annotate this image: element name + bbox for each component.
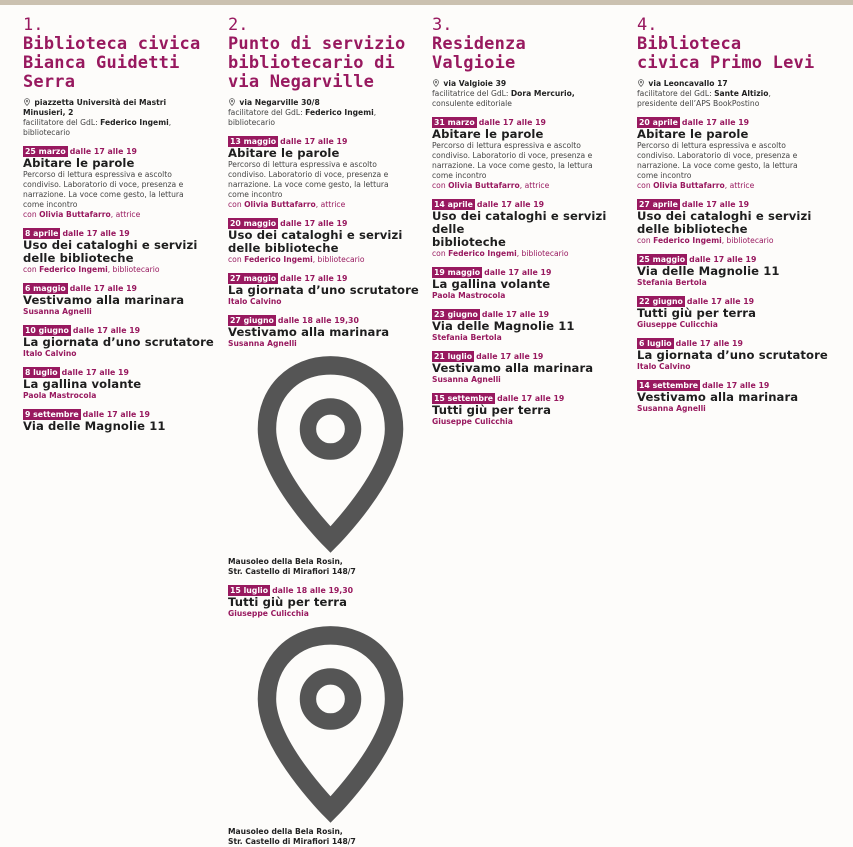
event-title-line: Abitare le parole	[637, 127, 749, 141]
location-pin-icon	[23, 98, 31, 106]
event-date-badge: 27 giugno	[230, 316, 274, 325]
location-pin-icon	[228, 619, 433, 824]
event-description	[432, 141, 637, 181]
event-host-name: Federico Ingemi	[653, 236, 722, 245]
event-host	[228, 200, 433, 210]
event-time: dalle 17 alle 19	[675, 339, 743, 348]
event-title-line: biblioteche	[432, 235, 506, 249]
event-title	[228, 284, 433, 297]
facilitator-name: Dora Mercurio,	[510, 89, 575, 98]
event-title-line: Vestivamo alla marinara	[228, 325, 390, 339]
event-time: dalle 17 alle 19	[484, 268, 552, 277]
event-host-prefix: con	[432, 249, 449, 258]
event-title-line: delle biblioteche	[23, 251, 134, 265]
event-date-badge: 20 aprile	[639, 118, 678, 127]
event-title	[637, 307, 842, 320]
event-item	[432, 117, 637, 191]
event-title-line: La gallina volante	[432, 277, 551, 291]
event-book-author: Giuseppe Culicchia	[637, 320, 718, 329]
event-date-badge: 10 giugno	[25, 326, 69, 335]
event-book-author: Susanna Agnelli	[23, 307, 92, 316]
event-item	[432, 267, 637, 301]
event-title-line: Via delle Magnolie 11	[637, 264, 780, 278]
event-host-prefix: con	[23, 265, 40, 274]
event-item	[228, 315, 433, 577]
event-time: dalle 17 alle 19	[497, 394, 565, 403]
venue-address	[432, 79, 637, 89]
event-host-role: , bibliotecario	[516, 249, 569, 258]
event-place	[228, 619, 433, 847]
event-title-line: La giornata d’uno scrutatore	[23, 335, 214, 349]
venue-column	[432, 16, 637, 427]
event-title	[228, 147, 433, 160]
event-description-line: condiviso. Laboratorio di voce, presenza e	[228, 170, 389, 179]
event-place-line: Mausoleo della Bela Rosin,	[228, 827, 343, 836]
event-place	[228, 349, 433, 577]
event-date-badge: 25 maggio	[639, 255, 686, 264]
event-date-badge: 27 aprile	[639, 200, 678, 209]
event-item	[432, 351, 637, 385]
event-item	[637, 380, 842, 414]
event-host	[637, 181, 842, 191]
event-title-line: Uso dei cataloghi e servizi	[637, 209, 812, 223]
event-description-line: Percorso di lettura espressiva e ascolto	[228, 160, 377, 169]
venue-address	[23, 98, 228, 118]
event-time: dalle 17 alle 19	[280, 274, 348, 283]
event-title	[23, 294, 228, 307]
event-date-badge: 23 giugno	[434, 310, 478, 319]
facilitator-role: consulente editoriale	[432, 99, 512, 108]
event-title	[23, 420, 228, 433]
event-host-name: Federico Ingemi	[244, 255, 313, 264]
event-item	[637, 199, 842, 246]
event-item	[23, 283, 228, 317]
event-item	[228, 273, 433, 307]
facilitator-role: presidente dell’APS BookPostino	[637, 99, 760, 108]
event-host	[637, 236, 842, 246]
event-date-badge: 9 settembre	[25, 410, 79, 419]
event-date-badge: 25 marzo	[25, 147, 66, 156]
event-date-badge: 20 maggio	[230, 219, 277, 228]
event-title-line: Abitare le parole	[23, 156, 135, 170]
venue-number: 3.	[432, 15, 453, 35]
event-title	[432, 210, 637, 249]
facilitator: facilitatore del GdL: Federico Ingemi, bibliotecario	[228, 108, 377, 127]
event-time: dalle 17 alle 19	[686, 297, 755, 306]
location-pin-icon	[637, 79, 645, 87]
event-title-line: Vestivamo alla marinara	[637, 390, 799, 404]
venue-column	[228, 16, 433, 847]
event-host-name: Olivia Buttafarro	[244, 200, 316, 209]
venue-title	[432, 35, 637, 73]
event-item	[23, 146, 228, 220]
event-item	[228, 585, 433, 847]
event-date-badge: 8 luglio	[25, 368, 58, 377]
venue-address	[228, 98, 433, 108]
event-title	[228, 326, 433, 339]
venue-title-line: civica Primo Levi	[637, 53, 815, 73]
event-description-line: narrazione. La voce come gesto, la lettura	[23, 190, 184, 199]
event-host	[23, 210, 228, 220]
event-description	[23, 170, 228, 210]
event-date-badge: 22 giugno	[639, 297, 683, 306]
event-description-line: narrazione. La voce come gesto, la lettura	[228, 180, 389, 189]
event-title	[23, 239, 228, 265]
event-item	[23, 367, 228, 401]
event-description-line: Percorso di lettura espressiva e ascolto	[637, 141, 786, 150]
event-title	[637, 391, 842, 404]
event-time: dalle 17 alle 19	[478, 118, 546, 127]
event-description	[228, 160, 433, 200]
event-description	[637, 141, 842, 181]
event-host-name: Federico Ingemi	[448, 249, 517, 258]
venue-title-line: Valgioie	[432, 53, 516, 73]
event-item	[432, 393, 637, 427]
event-title-line: La giornata d’uno scrutatore	[637, 348, 828, 362]
event-date-badge: 27 maggio	[230, 274, 277, 283]
event-time: dalle 17 alle 19	[689, 255, 757, 264]
event-title	[637, 265, 842, 278]
event-item	[23, 409, 228, 433]
event-title	[637, 210, 842, 236]
facilitator-label: facilitatore del GdL:	[23, 118, 101, 127]
event-host-prefix: con	[23, 210, 40, 219]
event-host-role: , attrice	[724, 181, 755, 190]
venue-title-line: Biblioteca civica	[23, 34, 201, 54]
event-title-line: Vestivamo alla marinara	[23, 293, 185, 307]
event-title-line: Abitare le parole	[432, 127, 544, 141]
facilitator-label: facilitatrice del GdL:	[432, 89, 511, 98]
event-time: dalle 17 alle 19	[69, 147, 137, 156]
event-book-author: Giuseppe Culicchia	[432, 417, 513, 426]
venue-title	[637, 35, 842, 73]
facilitator	[432, 89, 637, 109]
event-host-name: Olivia Buttafarro	[39, 210, 111, 219]
event-description-line: condiviso. Laboratorio di voce, presenza e	[637, 151, 798, 160]
event-title-line: Uso dei cataloghi e servizi	[23, 238, 198, 252]
event-host-role: , attrice	[519, 181, 550, 190]
event-time: dalle 17 alle 19	[481, 310, 550, 319]
event-title-line: Uso dei cataloghi e servizi	[228, 228, 403, 242]
address-line: piazzetta Università dei Mastri	[34, 98, 167, 107]
event-place-line: Str. Castello di Mirafiori 148/7	[228, 837, 356, 846]
event-host-role: , bibliotecario	[312, 255, 365, 264]
event-book-author: Paola Mastrocola	[23, 391, 97, 400]
event-item	[637, 296, 842, 330]
event-host	[432, 249, 637, 259]
venue-column	[637, 16, 842, 414]
event-item	[228, 218, 433, 265]
event-host-name: Olivia Buttafarro	[653, 181, 725, 190]
event-item	[637, 338, 842, 372]
event-host-name: Olivia Buttafarro	[448, 181, 520, 190]
event-title	[637, 349, 842, 362]
event-description-line: Percorso di lettura espressiva e ascolto	[23, 170, 172, 179]
event-place-line: Mausoleo della Bela Rosin,	[228, 557, 343, 566]
event-date-badge: 13 maggio	[230, 137, 277, 146]
event-title	[23, 157, 228, 170]
event-host-prefix: con	[228, 255, 245, 264]
venue-title-line: Bianca Guidetti	[23, 53, 180, 73]
event-item	[228, 136, 433, 210]
event-date-badge: 15 settembre	[434, 394, 494, 403]
facilitator-name: Federico Ingemi	[305, 108, 374, 117]
venue-title	[228, 35, 433, 92]
event-title-line: delle biblioteche	[637, 222, 748, 236]
facilitator-label: facilitatore del GdL:	[228, 108, 306, 117]
event-item	[432, 199, 637, 259]
event-description-line: narrazione. La voce come gesto, la lettura	[432, 161, 593, 170]
event-book-author: Stefania Bertola	[637, 278, 707, 287]
event-time: dalle 17 alle 19	[681, 200, 750, 209]
event-book-author: Italo Calvino	[228, 297, 282, 306]
venue-title-line: Serra	[23, 72, 76, 92]
event-time: dalle 17 alle 19	[62, 229, 130, 238]
event-time: dalle 18 alle 19,30	[277, 316, 359, 325]
event-time: dalle 17 alle 19	[681, 118, 750, 127]
venue-address	[637, 79, 842, 89]
event-description-line: condiviso. Laboratorio di voce, presenza e	[432, 151, 593, 160]
event-title	[23, 378, 228, 391]
event-book-author: Stefania Bertola	[432, 333, 502, 342]
event-date-badge: 14 aprile	[434, 200, 473, 209]
event-date-badge: 6 luglio	[639, 339, 672, 348]
venue-title	[23, 35, 228, 92]
event-title-line: La giornata d’uno scrutatore	[228, 283, 419, 297]
event-title-line: Via delle Magnolie 11	[432, 319, 575, 333]
event-host-role: , attrice	[110, 210, 141, 219]
event-time: dalle 17 alle 19	[702, 381, 770, 390]
top-band	[0, 0, 853, 5]
event-time: dalle 17 alle 19	[61, 368, 129, 377]
event-time: dalle 17 alle 19	[280, 219, 348, 228]
event-date-badge: 14 settembre	[639, 381, 699, 390]
event-time: dalle 17 alle 19	[82, 410, 150, 419]
event-time: dalle 18 alle 19,30	[272, 586, 354, 595]
event-item	[637, 254, 842, 288]
venue-title-line: Residenza	[432, 34, 526, 54]
event-host-role: , bibliotecario	[721, 236, 774, 245]
facilitator-role: bibliotecario	[23, 128, 70, 137]
event-title-line: Tutti giù per terra	[228, 595, 348, 609]
event-title	[637, 128, 842, 141]
event-date-badge: 6 maggio	[25, 284, 66, 293]
event-place-line: Str. Castello di Mirafiori 148/7	[228, 567, 356, 576]
location-pin-icon	[228, 98, 236, 106]
event-title-line: Tutti giù per terra	[432, 403, 552, 417]
address-line: via Leoncavallo 17	[648, 79, 728, 88]
facilitator-role: bibliotecario	[228, 118, 275, 127]
event-description-line: come incontro	[228, 190, 283, 199]
event-item	[23, 325, 228, 359]
event-date-badge: 19 maggio	[434, 268, 481, 277]
event-book-author: Susanna Agnelli	[637, 404, 706, 413]
venue-title-line: via Negarville	[228, 72, 375, 92]
event-item	[432, 309, 637, 343]
event-host	[23, 265, 228, 275]
facilitator-name: Federico Ingemi	[100, 118, 169, 127]
event-host-role: , attrice	[315, 200, 346, 209]
address-line: via Valgioie 39	[443, 79, 507, 88]
event-title	[432, 128, 637, 141]
event-title-line: Vestivamo alla marinara	[432, 361, 594, 375]
facilitator-name: Sante Altizio	[714, 89, 769, 98]
venue-title-line: Punto di servizio	[228, 34, 406, 54]
event-time: dalle 17 alle 19	[69, 284, 137, 293]
event-host-prefix: con	[637, 236, 654, 245]
address-line: via Negarville 30/8	[239, 98, 320, 107]
facilitator: facilitatore del GdL: Federico Ingemi, bibliotecario	[23, 118, 172, 137]
event-date-badge: 31 marzo	[434, 118, 475, 127]
event-date-badge: 21 luglio	[434, 352, 473, 361]
event-title	[228, 596, 433, 609]
event-host	[432, 181, 637, 191]
event-time: dalle 17 alle 19	[476, 352, 544, 361]
event-book-author: Italo Calvino	[637, 362, 691, 371]
event-title-line: Uso dei cataloghi e servizi delle	[432, 209, 607, 236]
venue-title-line: bibliotecario di	[228, 53, 395, 73]
event-time: dalle 17 alle 19	[280, 137, 348, 146]
event-host-name: Federico Ingemi	[39, 265, 108, 274]
event-host-role: , bibliotecario	[107, 265, 160, 274]
venue-number: 4.	[637, 15, 658, 35]
event-time: dalle 17 alle 19	[72, 326, 141, 335]
event-title-line: delle biblioteche	[228, 241, 339, 255]
event-book-author: Susanna Agnelli	[228, 339, 297, 348]
venue-number: 1.	[23, 15, 44, 35]
event-book-author: Paola Mastrocola	[432, 291, 506, 300]
event-description-line: come incontro	[432, 171, 487, 180]
event-title-line: Tutti giù per terra	[637, 306, 757, 320]
venue-column	[23, 16, 228, 433]
event-book-author: Italo Calvino	[23, 349, 77, 358]
event-title-line: Abitare le parole	[228, 146, 340, 160]
event-title	[23, 336, 228, 349]
event-title	[432, 404, 637, 417]
event-title-line: Via delle Magnolie 11	[23, 419, 166, 433]
event-description-line: condiviso. Laboratorio di voce, presenza e	[23, 180, 184, 189]
event-host-prefix: con	[432, 181, 449, 190]
event-date-badge: 8 aprile	[25, 229, 59, 238]
location-pin-icon	[228, 349, 433, 554]
event-title	[432, 278, 637, 291]
event-description-line: narrazione. La voce come gesto, la lettura	[637, 161, 798, 170]
event-description-line: come incontro	[637, 171, 692, 180]
event-time: dalle 17 alle 19	[476, 200, 545, 209]
event-title	[432, 362, 637, 375]
event-book-author: Susanna Agnelli	[432, 375, 501, 384]
event-title	[228, 229, 433, 255]
event-item	[637, 117, 842, 191]
event-description-line: come incontro	[23, 200, 78, 209]
facilitator: facilitatore del GdL: Sante Altizio, presidente dell’APS BookPostino	[637, 89, 771, 108]
venue-number: 2.	[228, 15, 249, 35]
venue-title-line: Biblioteca	[637, 34, 742, 54]
event-description-line: Percorso di lettura espressiva e ascolto	[432, 141, 581, 150]
event-title	[432, 320, 637, 333]
facilitator-label: facilitatore del GdL:	[637, 89, 715, 98]
event-host	[228, 255, 433, 265]
location-pin-icon	[432, 79, 440, 87]
event-title-line: La gallina volante	[23, 377, 142, 391]
address-line: Minusieri, 2	[23, 108, 74, 117]
event-date-badge: 15 luglio	[230, 586, 269, 595]
event-host-prefix: con	[637, 181, 654, 190]
event-book-author: Giuseppe Culicchia	[228, 609, 309, 618]
event-host-prefix: con	[228, 200, 245, 209]
event-item	[23, 228, 228, 275]
